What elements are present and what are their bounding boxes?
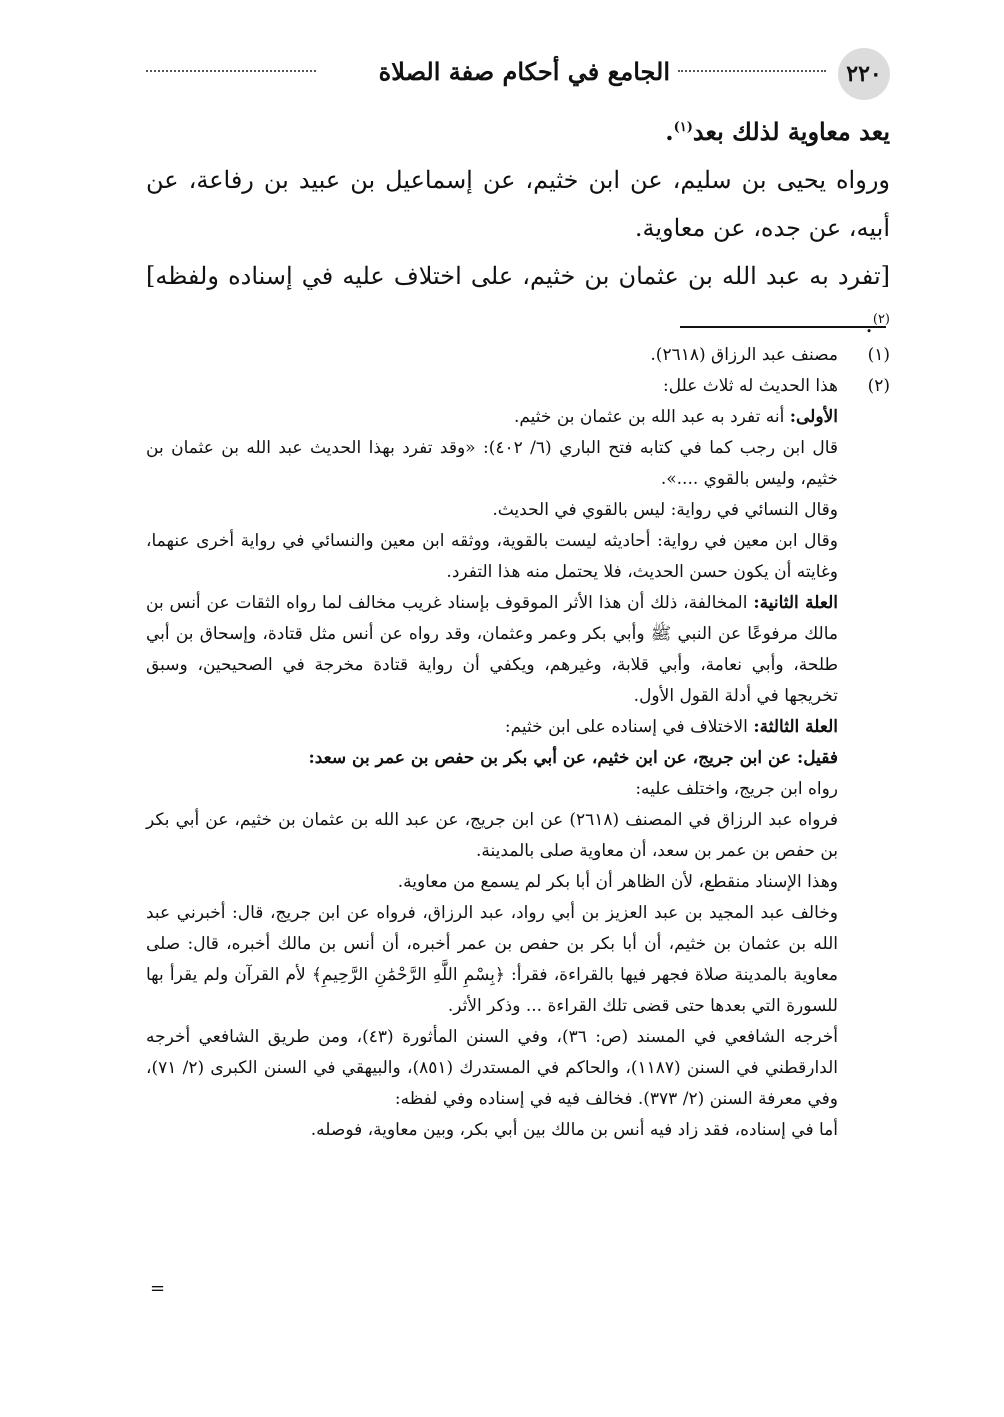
footnote-line [146,712,838,743]
footnote-line: أخرجه الشافعي في المسند (ص: ٣٦)، وفي السنن المأثورة (٤٣)، ومن طريق الشافعي أخرجه الدارقطني في السنن (١١٨٧)، والحاكم في المستدرك (٨٥١)، والبيهقي في السنن الكبرى (٢/ ٧١)، وفي معرفة السنن (٢/ ٣٧٣). فخالف فيه في إسناده وفي لفظه: [146,1027,838,1109]
footnote-line: قال ابن رجب كما في كتابه فتح الباري (٦/ ٤٠٢): «وقد تفرد بهذا الحديث عبد الله بن عثمان بن خثيم، وليس بالقوي ....». [146,438,838,489]
footnote-line: فرواه عبد الرزاق في المصنف (٢٦١٨) عن ابن جريج، عن عبد الله بن عثمان بن خثيم، عن أبي بكر بن حفص بن عمر بن سعد، أن معاوية صلى بالمدينة. [146,810,838,861]
footnote-separator [680,326,886,328]
second-defect-text: المخالفة، ذلك أن هذا الأثر الموقوف بإسناد غريب مخالف لما رواه الثقات عن أنس بن مالك مرفوعًا عن النبي ﷺ وأبي بكر وعمر وعثمان، وقد رواه عن أنس مثل قتادة، وإسحاق بن أبي طلحة، وأبي نعامة، وأبي قلابة، وغيرهم، ويكفي أن رواية قتادة مخرجة في الصحيحين، وسبق تخريجها في أدلة القول الأول. [146,593,838,706]
running-header [146,48,890,100]
main-paragraph-3-end: . [865,310,873,338]
footnote-line: وقال ابن معين في رواية: أحاديثه ليست بالقوية، ووثقه ابن معين والنسائي في رواية أخرى عنهما، وغايته أن يكون حسن الحديث، فلا يحتمل منه هذا التفرد. [146,531,838,582]
main-text [146,108,890,348]
main-paragraph-1-end: . [665,117,674,146]
header-dotted-rule-right [678,70,826,72]
footnote-2-number: (٢) [867,376,890,396]
footnote-line [146,402,838,433]
first-defect-text: أنه تفرد به عبد الله بن عثمان بن خثيم. [513,407,790,427]
footnotes [146,340,890,1146]
main-paragraph-3-text: [تفرد به عبد الله بن عثمان بن خثيم، على اختلاف عليه في إسناده ولفظه] [146,262,890,290]
footnote-line: أما في إسناده، فقد زاد فيه أنس بن مالك بين أبي بكر، وبين معاوية، فوصله. [310,1120,838,1140]
continuation-mark: = [150,1278,166,1299]
page-number-badge: ٢٢٠ [838,48,890,100]
footnote-line [146,588,838,712]
footnote-1-text: مصنف عبد الرزاق (٢٦١٨). [650,345,838,365]
footnote-1-number: (١) [867,345,890,365]
first-defect-label: الأولى: [789,407,838,427]
footnote-2-intro: هذا الحديث له ثلاث علل: [663,376,838,396]
footnote-line: وقال النسائي في رواية: ليس بالقوي في الحديث. [492,500,838,520]
footnote-line: وخالف عبد المجيد بن عبد العزيز بن أبي رواد، عبد الرزاق، فرواه عن ابن جريج، قال: أخبرني عبد الله بن عثمان بن خثيم، أن أبا بكر بن حفص بن عمر أخبره، أن أنس بن مالك أخبره، قال: صلى معاوية بالمدينة صلاة فجهر فيها بالقراءة، فقرأ: ﴿بِسْمِ اللَّهِ الرَّحْمَٰنِ الرَّحِيمِ﴾ لأم القرآن ولم يقرأ بها للسورة التي بعدها حتى قضى تلك القراءة ... وذكر الأثر. [146,903,838,1016]
footnote-line: فقيل: عن ابن جريج، عن ابن خثيم، عن أبي بكر بن حفص بن عمر بن سعد: [308,748,838,768]
footnote-2 [146,371,890,1146]
main-paragraph-2: ورواه يحيى بن سليم، عن ابن خثيم، عن إسماعيل بن عبيد بن رفاعة، عن أبيه، عن جده، عن معاوية. [146,166,890,242]
main-paragraph-1 [146,108,890,156]
footnote-ref-1[interactable]: (١) [673,120,693,135]
main-paragraph-3 [146,252,890,348]
footnote-1 [146,340,890,371]
third-defect-text: الاختلاف في إسناده على ابن خثيم: [504,717,754,737]
footnote-line: وهذا الإسناد منقطع، لأن الظاهر أن أبا بكر لم يسمع من معاوية. [397,872,838,892]
second-defect-label: العلة الثانية: [753,593,838,613]
third-defect-label: العلة الثالثة: [753,717,838,737]
footnote-line: رواه ابن جريج، واختلف عليه: [635,779,838,799]
footnote-ref-2[interactable]: (٢) [872,312,890,327]
book-title: الجامع في أحكام صفة الصلاة [378,57,670,86]
header-dotted-rule-left [146,70,316,72]
main-paragraph-1-text: يعد معاوية لذلك بعد [692,117,890,146]
